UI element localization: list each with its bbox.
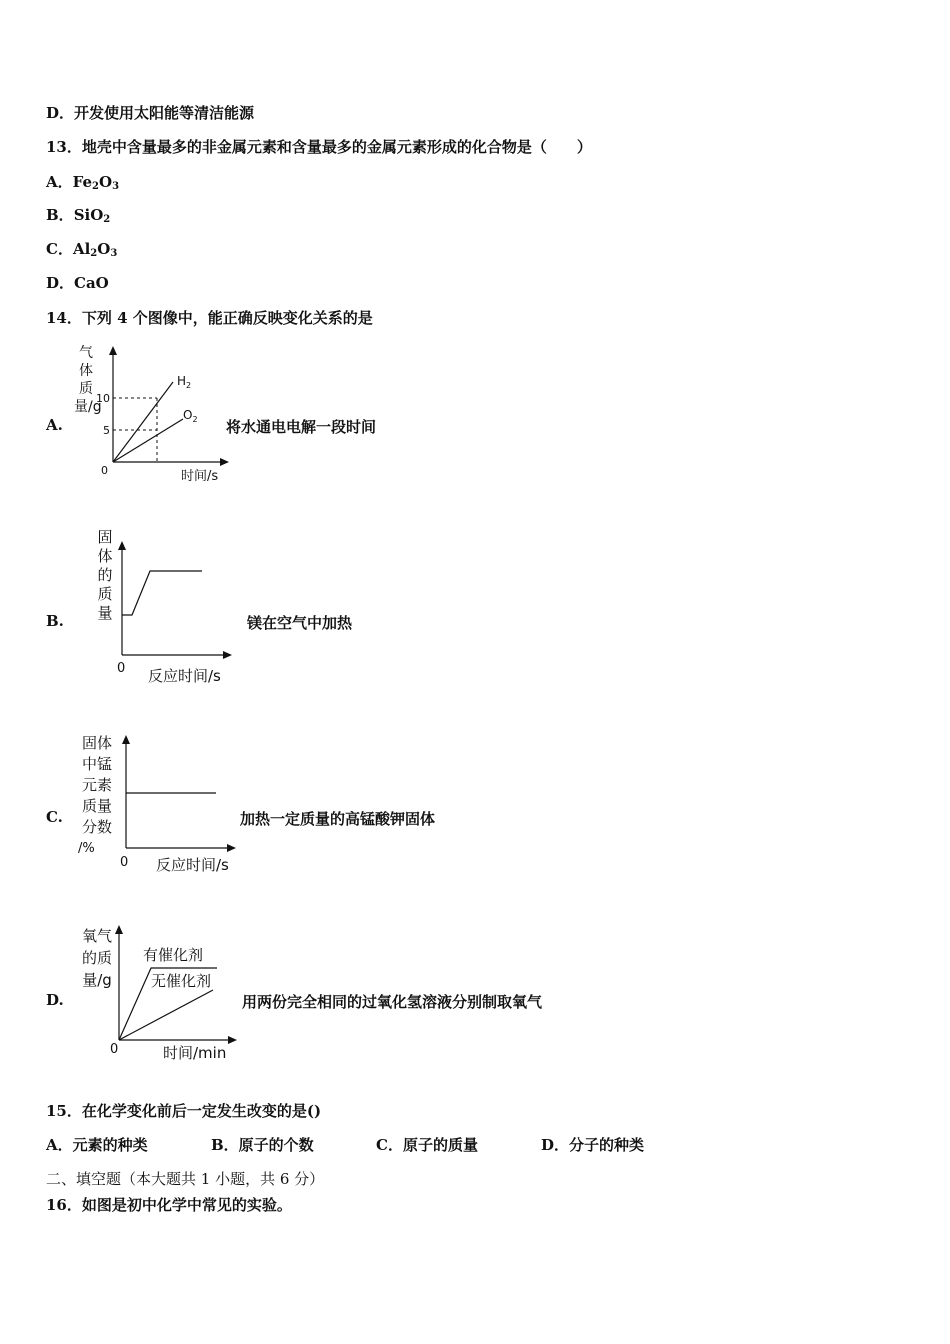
h2-label <box>177 374 191 390</box>
q13-b-s1: 2 <box>103 214 111 225</box>
q15-options <box>46 1134 644 1155</box>
q14-option-a-label: A. <box>46 416 63 434</box>
q14-a-graph <box>95 340 230 490</box>
x-arrow <box>228 1036 237 1044</box>
q14-option-b-label: B. <box>46 612 64 630</box>
q12-option-d: D．开发使用太阳能等清洁能源 <box>46 104 255 122</box>
origin-label: 0 <box>117 661 126 676</box>
no-catalyst-curve <box>119 990 213 1040</box>
c-ylabel-3: 元素 <box>81 776 112 794</box>
q13-d-f1: CaO <box>74 274 109 292</box>
curve2-label: 无催化剂 <box>151 972 212 990</box>
b-ylabel-3: 的 <box>97 566 113 584</box>
q13-option-c <box>46 238 117 259</box>
origin-label: 0 <box>110 1042 119 1057</box>
q14-option-c-desc: 加热一定质量的高锰酸钾固体 <box>240 810 436 828</box>
x-label: 反应时间/s <box>148 667 221 685</box>
q13-option-a <box>46 171 119 192</box>
d-ylabel-1: 氧气 <box>81 927 112 945</box>
y-arrow <box>109 346 117 355</box>
h2-main: H <box>177 374 187 388</box>
b-ylabel-1: 固 <box>97 528 113 546</box>
c-ylabel-6: /% <box>78 841 95 856</box>
q13-option-b <box>46 204 110 225</box>
x-arrow <box>227 844 236 852</box>
o2-sub: 2 <box>192 415 198 424</box>
origin-label: 0 <box>120 855 129 870</box>
q14-option-a-desc: 将水通电电解一段时间 <box>226 418 377 436</box>
y-arrow <box>115 925 123 934</box>
d-ylabel-3: 量/g <box>82 971 112 989</box>
x-arrow <box>220 458 229 466</box>
q14-option-b-desc: 镁在空气中加热 <box>247 614 353 632</box>
b-ylabel-2: 体 <box>97 547 113 565</box>
o2-main: O <box>183 408 193 422</box>
q15-stem: 15．在化学变化前后一定发生改变的是() <box>46 1102 322 1120</box>
q14-stem: 14．下列 4 个图像中，能正确反映变化关系的是 <box>46 309 373 327</box>
b-ylabel-4: 质 <box>97 585 113 603</box>
q15-option-c: C．原子的质量 <box>376 1136 478 1154</box>
q13-option-b-label: B． <box>46 206 74 224</box>
q13-b-f1: SiO <box>73 206 104 224</box>
origin-label: 0 <box>101 464 108 477</box>
x-label: 时间/min <box>163 1044 227 1062</box>
q14-c-ylabel <box>78 733 116 859</box>
y-arrow <box>122 735 130 744</box>
q14-option-c-label: C. <box>46 808 63 826</box>
q14-d-graph <box>105 920 245 1065</box>
q16-stem: 16．如图是初中化学中常见的实验。 <box>46 1196 292 1214</box>
q13-a-s2: 3 <box>112 181 120 192</box>
q13-c-f2: O <box>97 240 111 258</box>
curve1-label: 有催化剂 <box>143 946 204 964</box>
q13-a-f1: Fe <box>72 173 93 191</box>
y-arrow <box>118 541 126 550</box>
q14-option-d-label: D. <box>46 991 64 1009</box>
b-ylabel-5: 量 <box>97 604 113 622</box>
q13-option-c-label: C． <box>46 240 73 258</box>
h2-line <box>113 382 173 462</box>
q15-option-d: D．分子的种类 <box>541 1136 645 1154</box>
c-ylabel-1: 固体 <box>81 734 112 752</box>
q13-c-s2: 3 <box>110 248 118 259</box>
q14-a-ylabel: 气体质量/g <box>74 345 102 415</box>
q13-option-a-label: A． <box>46 173 73 191</box>
q14-c-graph <box>116 730 246 880</box>
q14-option-d-desc: 用两份完全相同的过氧化氢溶液分别制取氧气 <box>242 993 543 1011</box>
x-label: 时间/s <box>181 469 219 484</box>
q13-c-f1: Al <box>72 240 91 258</box>
q13-a-s1: 2 <box>92 181 99 192</box>
o2-label <box>183 408 198 424</box>
section2-title: 二、填空题（本大题共 1 小题，共 6 分） <box>46 1170 325 1188</box>
q15-option-a: A．元素的种类 <box>46 1136 148 1154</box>
c-ylabel-4: 质量 <box>81 797 112 815</box>
q13-option-d <box>46 272 109 293</box>
tick-10: 10 <box>96 392 110 405</box>
q13-stem: 13．地壳中含量最多的非金属元素和含量最多的金属元素形成的化合物是（ ） <box>46 138 592 156</box>
x-arrow <box>223 651 232 659</box>
h2-sub: 2 <box>186 381 192 390</box>
q14-b-graph <box>110 535 240 690</box>
q13-option-d-label: D． <box>46 274 75 292</box>
c-ylabel-5: 分数 <box>81 818 112 836</box>
d-ylabel-2: 的质 <box>81 949 112 967</box>
q13-c-s1: 2 <box>90 248 98 259</box>
x-label: 反应时间/s <box>156 856 229 874</box>
c-ylabel-2: 中锰 <box>81 755 112 773</box>
o2-line <box>113 419 183 462</box>
q13-a-f2: O <box>98 173 113 191</box>
mass-curve <box>122 571 202 615</box>
tick-5: 5 <box>103 424 110 437</box>
q15-option-b: B．原子的个数 <box>211 1136 314 1154</box>
